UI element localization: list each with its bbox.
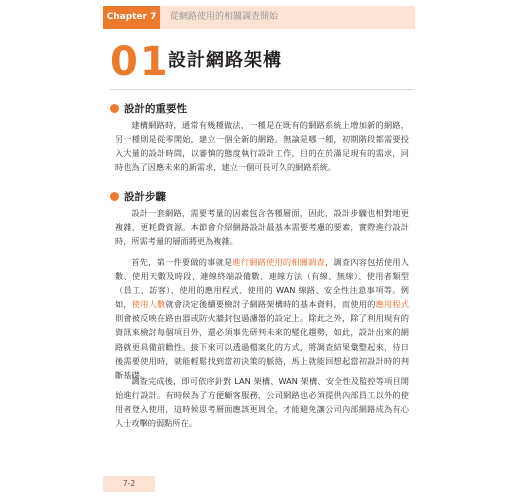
bullet-icon [110, 104, 119, 113]
paragraph [115, 255, 409, 382]
highlight-term: 進行網路使用的相關調查 [232, 257, 326, 267]
page-number: 7-2 [122, 479, 136, 488]
paragraph: 設計一套網路，需要考量的因素包含各種層面，因此，設計步驟也相對地更複雜、更耗費資源。本節會介紹網路設計最基本需要考慮的要素，實際進行設計時，所需考量的層面將更為複雜。 [115, 208, 409, 247]
chapter-title: 從網路使用的相關調查開始 [170, 12, 279, 22]
paragraph-block [115, 206, 409, 248]
paragraph: 調查完成後，即可依序針對 LAN 架構、WAN 架構、安全性及監控等項目開始進行設計。有時候為了方便顧客服務，公司網路也必須提供內部員工以外的使用者登入使用，這時候思考層面應該更周全，才能避免讓公司內部網路成為有心人士攻擊的弱點所在。 [115, 376, 409, 429]
paragraph-block [115, 255, 409, 382]
highlight-term: 使用人數 [131, 299, 166, 310]
subsection-heading-text: 設計步驟 [124, 191, 166, 203]
paragraph-block [115, 118, 409, 174]
section-divider [110, 89, 414, 90]
paragraph: 建構網路時，通常有幾種做法，一種是在既有的網路系統上增加新的網路，另一種則是從零開始，建立一個全新的網路。無論是哪一種，初期階段都需要投入大量的設計時間，以審慎的態度執行設計工作，目的在於滿足現有的需求，同時也為了因應未來的新需求，建立一個可長可久的網路系統。 [115, 120, 409, 173]
text-segment: ，調查內容包括使用人數、使用天數及時段、連線終端設備數、連線方法（有線、無線）、使用者類型（員工、訪客）、使用的應用程式、使用的 WAN 線路、安全性注意事項等。例如， [115, 257, 409, 310]
subsection-heading-steps [110, 189, 166, 204]
highlight-term: 應用程式 [375, 299, 409, 310]
paragraph-block [115, 374, 409, 430]
chapter-label: Chapter 7 [103, 6, 160, 29]
subsection-heading-importance [110, 101, 187, 116]
text-segment: 就會決定後續要檢討子網路架構時的基本資料，而使用的 [165, 299, 376, 310]
bullet-icon [110, 192, 119, 201]
text-segment: 則會被反映在路由器或防火牆封包過濾器的設定上。除此之外，除了利用現有的資訊來檢討每個項目外，還必須事先研判未來的變化趨勢，如此，設計出來的網路就更具備前瞻性。接下來可以透過檔案化的方式，將調查結果彙整起來，待日後需要使用時，就能輕鬆找到當初決策的脈絡，馬上就能回想起當初設計時的判斷基礎。 [115, 313, 409, 380]
section-title: 設計網路架構 [168, 50, 282, 71]
subsection-heading-text: 設計的重要性 [124, 103, 187, 115]
text-segment: 首先，第一件要做的事就是 [131, 257, 233, 267]
section-number: 01 [110, 39, 170, 85]
